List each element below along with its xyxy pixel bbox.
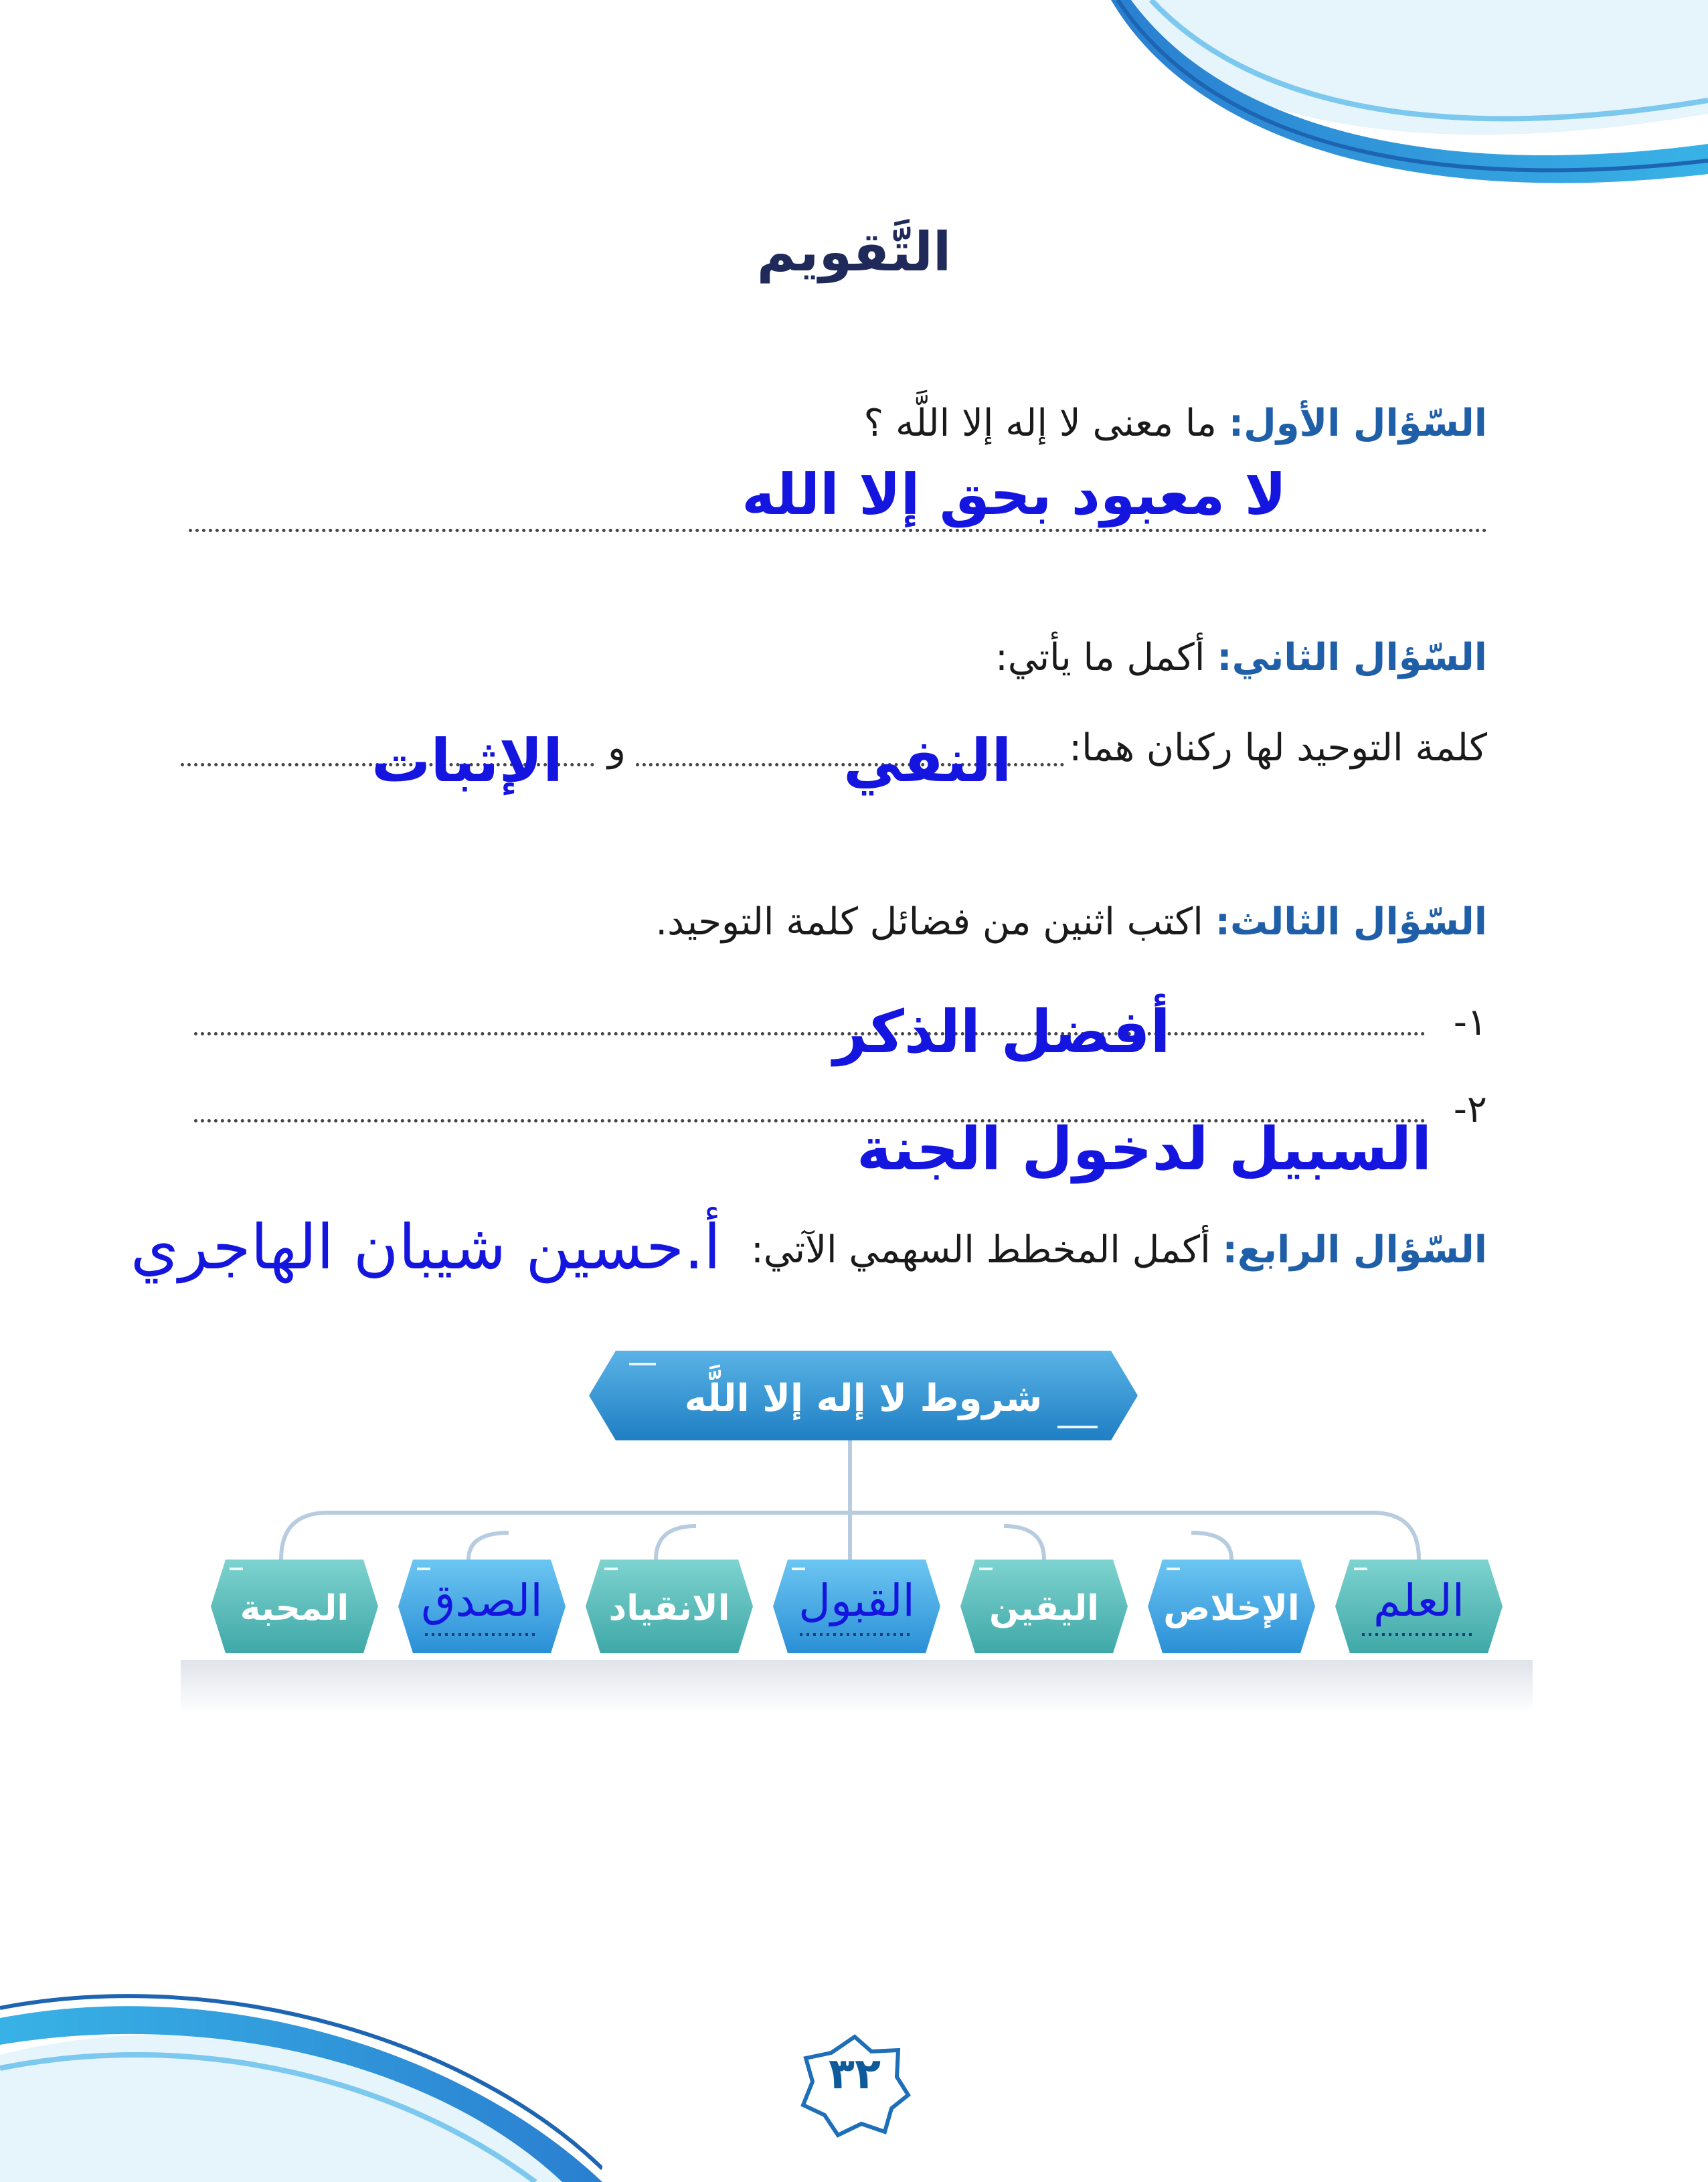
diagram-nodes xyxy=(211,1560,1503,1653)
question-3-answer-1-line xyxy=(194,1032,1426,1035)
top-right-wave-decoration xyxy=(1111,0,1708,187)
question-2 xyxy=(995,636,1487,679)
question-3-answer-2: السبيل لدخول الجنة xyxy=(857,1114,1432,1183)
diagram-root-node xyxy=(589,1351,1138,1440)
diagram-shadow xyxy=(181,1660,1533,1713)
diagram-node-2 xyxy=(1148,1560,1315,1653)
question-1-label: السّؤال الأول: xyxy=(1228,402,1487,445)
question-1-text: ما معنى لا إله إلا اللَّه ؟ xyxy=(863,402,1217,445)
author-signature: أ.حسين شيبان الهاجري xyxy=(131,1211,721,1283)
diagram-node-label: الإخلاص xyxy=(1163,1588,1300,1628)
diagram-node-3 xyxy=(960,1560,1128,1653)
question-4-label: السّؤال الرابع: xyxy=(1222,1228,1487,1272)
question-4-text: أكمل المخطط السهمي الآتي: xyxy=(750,1228,1211,1272)
question-3-label: السّؤال الثالث: xyxy=(1215,900,1487,944)
diagram-node-5 xyxy=(586,1560,753,1653)
diagram-node-7 xyxy=(211,1560,378,1653)
question-2-answer-1: النفي xyxy=(843,726,1012,795)
page-title: التَّقويم xyxy=(756,221,952,283)
question-3-answer-1: أفضل الذكر xyxy=(833,997,1171,1066)
diagram-node-1 xyxy=(1335,1560,1503,1653)
diagram-connectors xyxy=(281,1436,1419,1560)
question-2-line-text: كلمة التوحيد لها ركنان هما: xyxy=(1069,726,1487,770)
diagram-node-label: الصدق xyxy=(421,1575,543,1626)
question-3-item-2-number: ٢- xyxy=(1453,1088,1487,1131)
diagram-root-label: شروط لا إله إلا اللَّه xyxy=(684,1377,1043,1420)
diagram-node-label: العلم xyxy=(1373,1575,1465,1626)
question-2-label: السّؤال الثاني: xyxy=(1217,636,1487,679)
question-3-text: اكتب اثنين من فضائل كلمة التوحيد. xyxy=(655,900,1203,944)
question-4 xyxy=(751,1228,1487,1272)
question-3 xyxy=(655,900,1487,944)
diagram-node-label: اليقين xyxy=(989,1588,1100,1628)
question-2-text: أكمل ما يأتي: xyxy=(995,636,1205,679)
arrow-diagram xyxy=(174,1332,1539,1727)
diagram-node-4 xyxy=(773,1560,940,1653)
question-2-and: و xyxy=(608,726,626,770)
diagram-node-6 xyxy=(398,1560,566,1653)
bottom-left-wave-decoration xyxy=(0,1981,602,2182)
question-2-answer-2: الإثبات xyxy=(371,726,564,795)
question-3-item-1-number: ١- xyxy=(1453,1001,1487,1044)
diagram-node-label: الانقياد xyxy=(608,1588,730,1628)
question-1-answer-line xyxy=(189,529,1487,532)
question-1 xyxy=(863,402,1487,445)
diagram-node-label: المحبة xyxy=(240,1588,349,1628)
question-1-answer: لا معبود بحق إلا الله xyxy=(742,462,1286,527)
page-number: ٣٢ xyxy=(828,2049,881,2099)
diagram-node-label: القبول xyxy=(798,1575,915,1626)
